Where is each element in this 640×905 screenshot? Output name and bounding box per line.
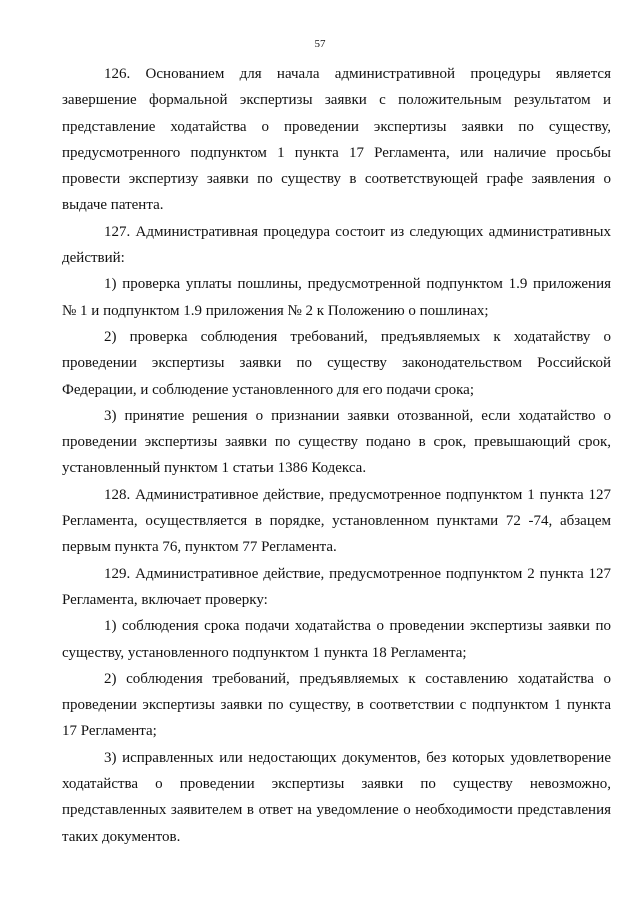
paragraph-129-item-3: 3) исправленных или недостающих документов, без которых удовлетворение ходатайства о проведении экспертизы заявки по существу невозможно, представленных заявителем в ответ на уведомление о необходимости представления таких документов. [62,749,611,845]
document-body [62,61,611,850]
paragraph-129-item-2: 2) соблюдения требований, предъявляемых к составлению ходатайства о проведении экспертизы заявки по существу, в соответствии с подпунктом 1 пункта 17 Регламента; [62,670,611,740]
paragraph-126: 126. Основанием для начала административной процедуры является завершение формальной экспертизы заявки с положительным результатом и представление ходатайства о проведении экспертизы заявки по существу, предусмотренного подпунктом 1 пункта 17 Регламента, или наличие просьбы провести экспертизу заявки по существу в соответствующей графе заявления о выдаче патента. [62,66,611,214]
paragraph-127-item-3: 3) принятие решения о признании заявки отозванной, если ходатайство о проведении экспертизы заявки по существу подано в срок, превышающий срок, установленный пунктом 1 статьи 1386 Кодекса. [62,407,611,477]
page-number: 57 [314,38,326,50]
paragraph-127-item-1: 1) проверка уплаты пошлины, предусмотренной подпунктом 1.9 приложения № 1 и подпунктом 1.9 приложения № 2 к Положению о пошлинах; [62,276,611,319]
paragraph-127: 127. Административная процедура состоит из следующих административных действий: [62,223,611,267]
paragraph-128: 128. Административное действие, предусмотренное подпунктом 1 пункта 127 Регламента, осуществляется в порядке, установленном пунктами 72 -74, абзацем первым пункта 76, пунктом 77 Регламента. [62,486,611,556]
paragraph-129: 129. Административное действие, предусмотренное подпунктом 2 пункта 127 Регламента, включает проверку: [62,565,611,608]
paragraph-127-item-2: 2) проверка соблюдения требований, предъявляемых к ходатайству о проведении экспертизы заявки по существу законодательством Российской Федерации, и соблюдение установленного для его подачи срока; [62,328,611,398]
paragraph-129-item-1: 1) соблюдения срока подачи ходатайства о проведении экспертизы заявки по существу, установленного подпунктом 1 пункта 18 Регламента; [62,618,611,661]
